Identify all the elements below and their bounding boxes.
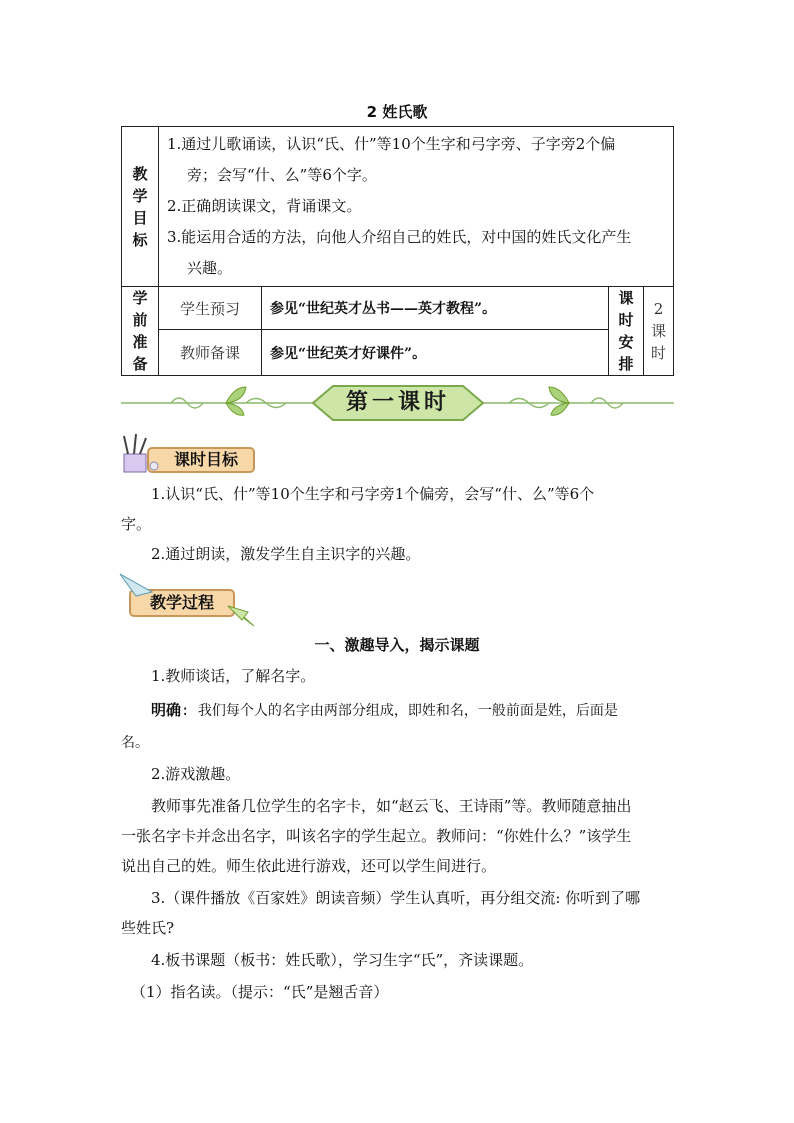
lesson-banner (121, 382, 674, 422)
time-label: 课 时 安 排 (609, 287, 644, 376)
teacher-prep-value: 参见“世纪英才好课件”。 (262, 330, 609, 376)
paragraph: 一张名字卡并念出名字，叫该名字的学生起立。教师问：“你姓什么？”该学生 (121, 827, 632, 845)
paragraph: （1）指名读。（提示：“氏”是翘舌音） (131, 983, 389, 1001)
lesson-goal-badge (118, 432, 258, 476)
student-prep-value: 参见“世纪英才丛书——英才教程”。 (262, 287, 609, 330)
paragraph: 3.（课件播放《百家姓》朗读音频）学生认真听，再分组交流: 你听到了哪 (151, 889, 641, 907)
lesson-info-table (121, 126, 674, 376)
lesson-goal-line: 2.通过朗读，激发学生自主识字的兴趣。 (151, 545, 421, 563)
paragraph: 1.教师谈话，了解名字。 (151, 667, 316, 685)
section-heading: 一、激趣导入，揭示课题 (314, 636, 480, 654)
goal-line: 1.通过儿歌诵读，认识“氏、什”等10个生字和弓字旁、子字旁2个偏 (167, 135, 616, 153)
goal-line: 2.正确朗读课文，背诵课文。 (167, 197, 362, 215)
page-title: 2 姓氏歌 (366, 103, 428, 121)
paragraph: 2.游戏激趣。 (151, 765, 241, 783)
clarify-label: 明确 (151, 701, 182, 719)
paragraph: 说出自己的姓。师生依此进行游戏，还可以学生间进行。 (121, 857, 497, 875)
teaching-process-badge-label: 教学过程 (149, 593, 214, 612)
teaching-process-badge (118, 570, 258, 626)
banner-label: 第一课时 (345, 390, 450, 415)
goal-line: 旁；会写“什、么”等6个字。 (187, 166, 377, 184)
lesson-goal-line: 1.认识“氏、什”等10个生字和弓字旁1个偏旁，会写“什、么”等6个 (151, 485, 595, 503)
goals-cell (159, 127, 674, 287)
goal-line: 3.能运用合适的方法，向他人介绍自己的姓氏，对中国的姓氏文化产生 (167, 228, 632, 246)
prep-label: 学 前 准 备 (122, 287, 159, 376)
paragraph: 4.板书课题（板书：姓氏歌），学习生字“氏”，齐读课题。 (151, 951, 534, 969)
lesson-goal-badge-label: 课时目标 (173, 450, 238, 469)
goal-line: 兴趣。 (187, 259, 233, 277)
paragraph: 些姓氏? (121, 919, 175, 937)
lesson-goal-line: 字。 (121, 515, 152, 533)
paragraph: 教师事先准备几位学生的名字卡，如“赵云飞、王诗雨”等。教师随意抽出 (151, 797, 632, 815)
clarify-text: : 我们每个人的名字由两部分组成，即姓和名，一般前面是姓，后面是 (181, 703, 618, 719)
time-value: 2 课 时 (644, 287, 674, 376)
paragraph (121, 694, 675, 727)
paragraph: 名。 (121, 735, 149, 751)
student-prep-label: 学生预习 (159, 287, 262, 330)
goal-label: 教 学 目 标 (122, 127, 159, 287)
teacher-prep-label: 教师备课 (159, 330, 262, 376)
